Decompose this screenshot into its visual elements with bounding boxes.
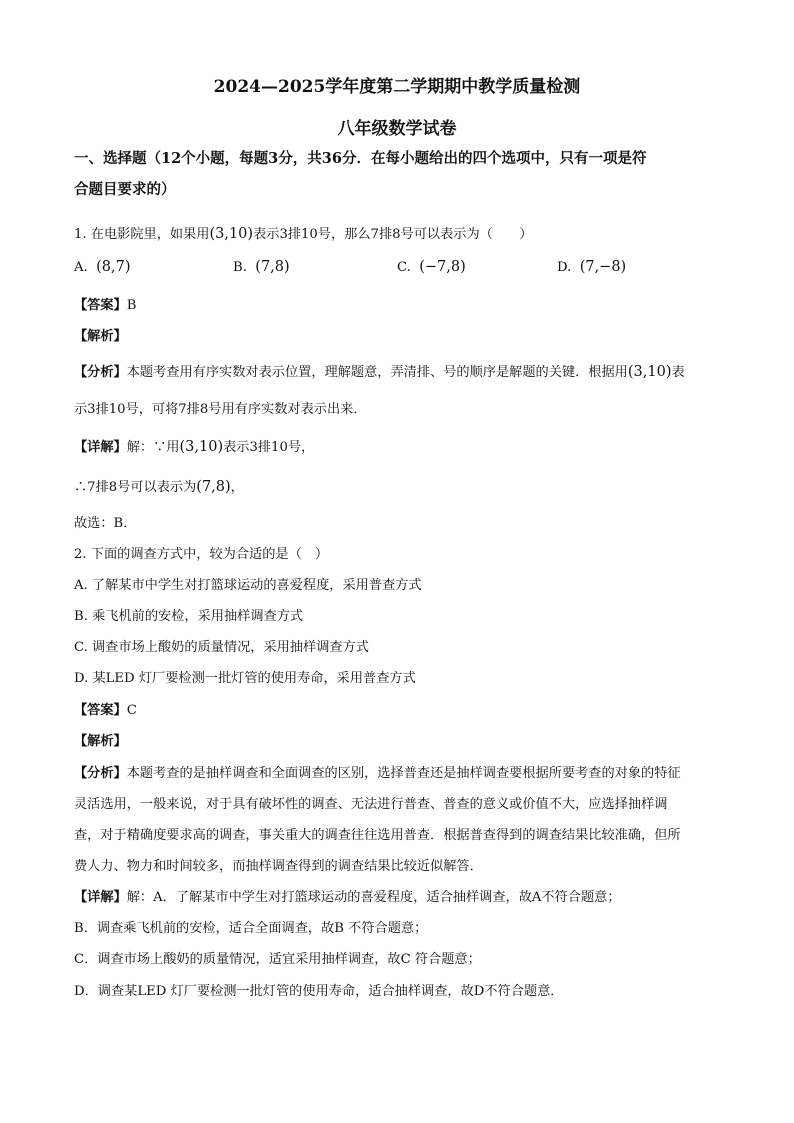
q2-option-a: A. 了解某市中学生对打篮球运动的喜爱程度，采用普查方式 — [74, 578, 422, 593]
page-title: 2024—2025学年度第二学期期中教学质量检测 — [213, 77, 581, 97]
q1-option-c: C. (−7,8) — [397, 259, 466, 275]
q1-option-d: D. (7,−8) — [557, 259, 627, 275]
q2-fenxi-line2: 灵活选用，一般来说，对于具有破坏性的调查、无法进行普查、普查的意义或价值不大，应选择抽样调 — [74, 797, 668, 812]
q2-option-c: C. 调查市场上酸奶的质量情况，采用抽样调查方式 — [74, 640, 369, 655]
q2-fenxi-line3: 查，对于精确度要求高的调查，事关重大的调查往往选用普查．根据普查得到的调查结果比较准确，但所 — [74, 828, 681, 843]
q1-fenxi-line1: 【分析】本题考查用有序实数对表示位置，理解题意，弄清排、号的顺序是解题的关键．根据用(3,10)表 — [74, 364, 685, 380]
section-heading-line1: 一、选择题（12个小题，每题3分，共36分．在每小题给出的四个选项中，只有一项是符 — [74, 150, 647, 167]
q1-stem: 1. 在电影院里，如果用(3,10)表示3排10号，那么7排8号可以表示为（ ） — [74, 226, 533, 242]
q1-fenxi-line2: 示3排10号，可将7排8号用有序实数对表示出来． — [74, 402, 367, 417]
q1-option-b: B. (7,8) — [233, 259, 290, 275]
q2-option-b: B. 乘飞机前的安检，采用抽样调查方式 — [74, 609, 304, 624]
q2-answer: 【答案】C — [74, 703, 137, 718]
q2-fenxi-line4: 费人力、物力和时间较多，而抽样调查得到的调查结果比较近似解答． — [74, 859, 483, 874]
q2-stem: 2. 下面的调查方式中，较为合适的是（ ） — [74, 547, 329, 562]
q1-option-a: A. (8,7) — [74, 259, 131, 275]
q1-detail-line1: 【详解】解：∵用(3,10)表示3排10号， — [74, 439, 315, 455]
q2-detail-line3: C．调查市场上酸奶的质量情况，适宜采用抽样调查，故C 符合题意； — [74, 952, 481, 967]
q1-detail-line2: ∴7排8号可以表示为(7,8)， — [74, 479, 244, 495]
q2-option-d: D. 某LED 灯厂要检测一批灯管的使用寿命，采用普查方式 — [74, 671, 416, 686]
section-heading-line2: 合题目要求的） — [74, 181, 176, 198]
q1-answer: 【答案】B — [74, 298, 137, 313]
q2-analysis-tag: 【解析】 — [74, 734, 127, 749]
q1-conclusion: 故选：B． — [74, 516, 137, 531]
q1-analysis-tag: 【解析】 — [74, 329, 127, 344]
page-subtitle: 八年级数学试卷 — [337, 119, 457, 139]
q2-detail-line2: B．调查乘飞机前的安检，适合全面调查，故B 不符合题意； — [74, 921, 428, 936]
q2-fenxi-line1: 【分析】本题考查的是抽样调查和全面调查的区别，选择普查还是抽样调查要根据所要考查的对象的特征 — [74, 766, 681, 781]
q2-detail-line1: 【详解】解：A．了解某市中学生对打篮球运动的喜爱程度，适合抽样调查，故A不符合题意； — [74, 890, 621, 905]
q2-detail-line4: D．调查某LED 灯厂要检测一批灯管的使用寿命，适合抽样调查，故D不符合题意． — [74, 984, 564, 999]
